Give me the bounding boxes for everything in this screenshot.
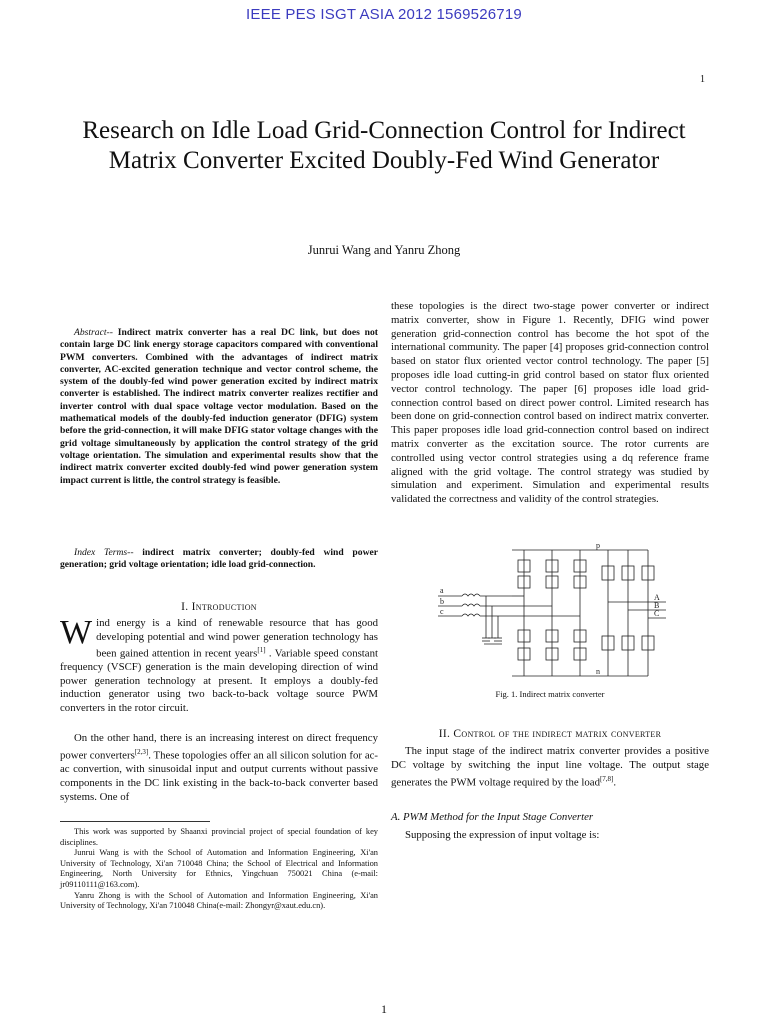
dropcap: W — [60, 614, 93, 651]
label-C: C — [654, 609, 660, 618]
footnote-author-2: Yanru Zhong is with the School of Automation and Information Engineering, Xi'an University of Technology, Xi'an 710048 China(e-mail: Zhongyr@xaut.edu.cn). — [60, 890, 378, 911]
figure-caption: Fig. 1. Indirect matrix converter — [495, 689, 605, 699]
label-B: B — [654, 601, 660, 610]
section-1-heading: I. Introduction — [181, 601, 257, 613]
index-terms-label: Index Terms — [74, 547, 128, 558]
footnote-funding: This work was supported by Shaanxi provincial project of special foundation of key disciplines. — [60, 827, 378, 847]
page-number-bottom: 1 — [381, 1002, 387, 1016]
circuit-diagram — [428, 540, 672, 684]
citation: [2,3] — [134, 747, 149, 756]
intro-paragraph-2: On the other hand, there is an increasing interest on direct frequency power converters[2,3]. These topologies offer an all silicon solution for ac-ac convertion, with sinusoidal input and output currents without passive components in the DC link existing in the back-to-back converter based systems. One of — [60, 732, 378, 803]
footnote-rule — [60, 821, 210, 822]
page-number-top: 1 — [700, 74, 705, 85]
intro-paragraph-1: Wind energy is a kind of renewable resource that has good developing potential and wind power generation technology has been gained attention in recent years[1] . Variable speed constant frequency (VSCF) generation is the main developing direction of wind power generation technology at present. It employs a doubly-fed induction generator using two back-to-back voltage source PWM converters in the rotor circuit. — [60, 614, 378, 714]
abstract-label: Abstract — [74, 327, 107, 338]
citation: [7,8] — [599, 774, 614, 783]
footnote-author-1: Junrui Wang is with the School of Automation and Information Engineering, Xi'an University of Technology, Xi'an 710048 China; the School of Electrical and Information Engineering, North University for Ethnics, Yingchuan 750021 China (e-mail: jr09110111@163.com). — [60, 848, 378, 889]
label-p: p — [596, 541, 600, 550]
right-paragraph-3: Supposing the expression of input voltage is: — [405, 829, 600, 841]
footnote — [60, 827, 378, 912]
index-terms: Index Terms-- indirect matrix converter; doubly-fed wind power generation; grid voltage orientation; idle load grid-connection. — [60, 547, 379, 571]
label-a: a — [440, 586, 444, 595]
label-c: c — [440, 607, 444, 616]
index-terms-text: indirect matrix converter; doubly-fed wind power generation; grid voltage orientation; idle load grid-connection. — [60, 547, 379, 571]
citation: [1] — [257, 646, 266, 654]
abstract-text: Indirect matrix converter has a real DC link, but does not contain large DC link energy storage capacitors compared with conventional PWM converters. Combined with the advantages of indirect matrix converter, AC-excited generation technique and vector control scheme, the system of the doubly-fed wind power generation excited by indirect matrix converter is established. The indirect matrix converter realizes rectifier and inverter control with dual space voltage vector modulation. Based on the mathematical models of the doubly-fed induction generator (DFIG) system before the grid-connection, it will make DFIG stator voltage changes with the grid voltage simultaneously by application the control strategy of the grid voltage orientation. The simulation and experimental results show that the indirect matrix converter excited doubly-fed wind power generation system impact current is little, the control strategy is feasible. — [60, 327, 378, 486]
subsection-heading: A. PWM Method for the Input Stage Converter — [391, 811, 594, 823]
label-b: b — [440, 597, 444, 606]
label-n: n — [596, 667, 600, 676]
abstract: Abstract-- Indirect matrix converter has a real DC link, but does not contain large DC link energy storage capacitors compared with conventional PWM converters. Combined with the advantages of indirect matrix converter, AC-excited generation technique and vector control scheme, the system of the doubly-fed wind power generation excited by indirect matrix converter is established. The indirect matrix converter realizes rectifier and inverter control with dual space voltage vector modulation. Based on the mathematical models of the doubly-fed induction generator (DFIG) system before the grid-connection, it will make DFIG stator voltage changes with the grid voltage simultaneously by application the control strategy of the grid voltage orientation. The simulation and experimental results show that the indirect matrix converter excited doubly-fed wind power generation system impact current is little, the control strategy is feasible. — [60, 327, 378, 486]
right-paragraph-1: these topologies is the direct two-stage power converter or indirect matrix converter, show in Figure 1. Recently, DFIG wind power generation grid-connection control has become the hot spot of the international community. The paper [4] proposes grid-connection control based on stator flux oriented vector control technology. The paper [5] proposes idle load cutting-in grid control based on stator flux oriented vector control technology. The paper [6] proposes idle load grid-connection control based on direct power control. Limited research has been done on grid-connection control based on indirect matrix converter. This paper proposes idle load grid-connection control based on indirect matrix converter as the excitation source. The rotor currents are controlled using vector control strategies using a dq reference frame aligned with the grid voltage. The control strategy was studied by simulation and experiment. Simulation and experimental results validated the correctness and validity of the control strategies. — [391, 300, 709, 506]
paper-title: Research on Idle Load Grid-Connection Control for Indirect Matrix Converter Excited Doubly-Fed Wind Generator — [82, 117, 686, 174]
conference-banner: IEEE PES ISGT ASIA 2012 1569526719 — [246, 6, 522, 23]
right-paragraph-2: The input stage of the indirect matrix converter provides a positive DC voltage by switching the input line voltage. The output stage generates the PWM voltage required by the load[7,8]. — [391, 745, 709, 789]
paper-authors: Junrui Wang and Yanru Zhong — [307, 243, 461, 257]
section-2-heading: II. Control of the indirect matrix converter — [438, 728, 662, 740]
label-A: A — [654, 593, 660, 602]
